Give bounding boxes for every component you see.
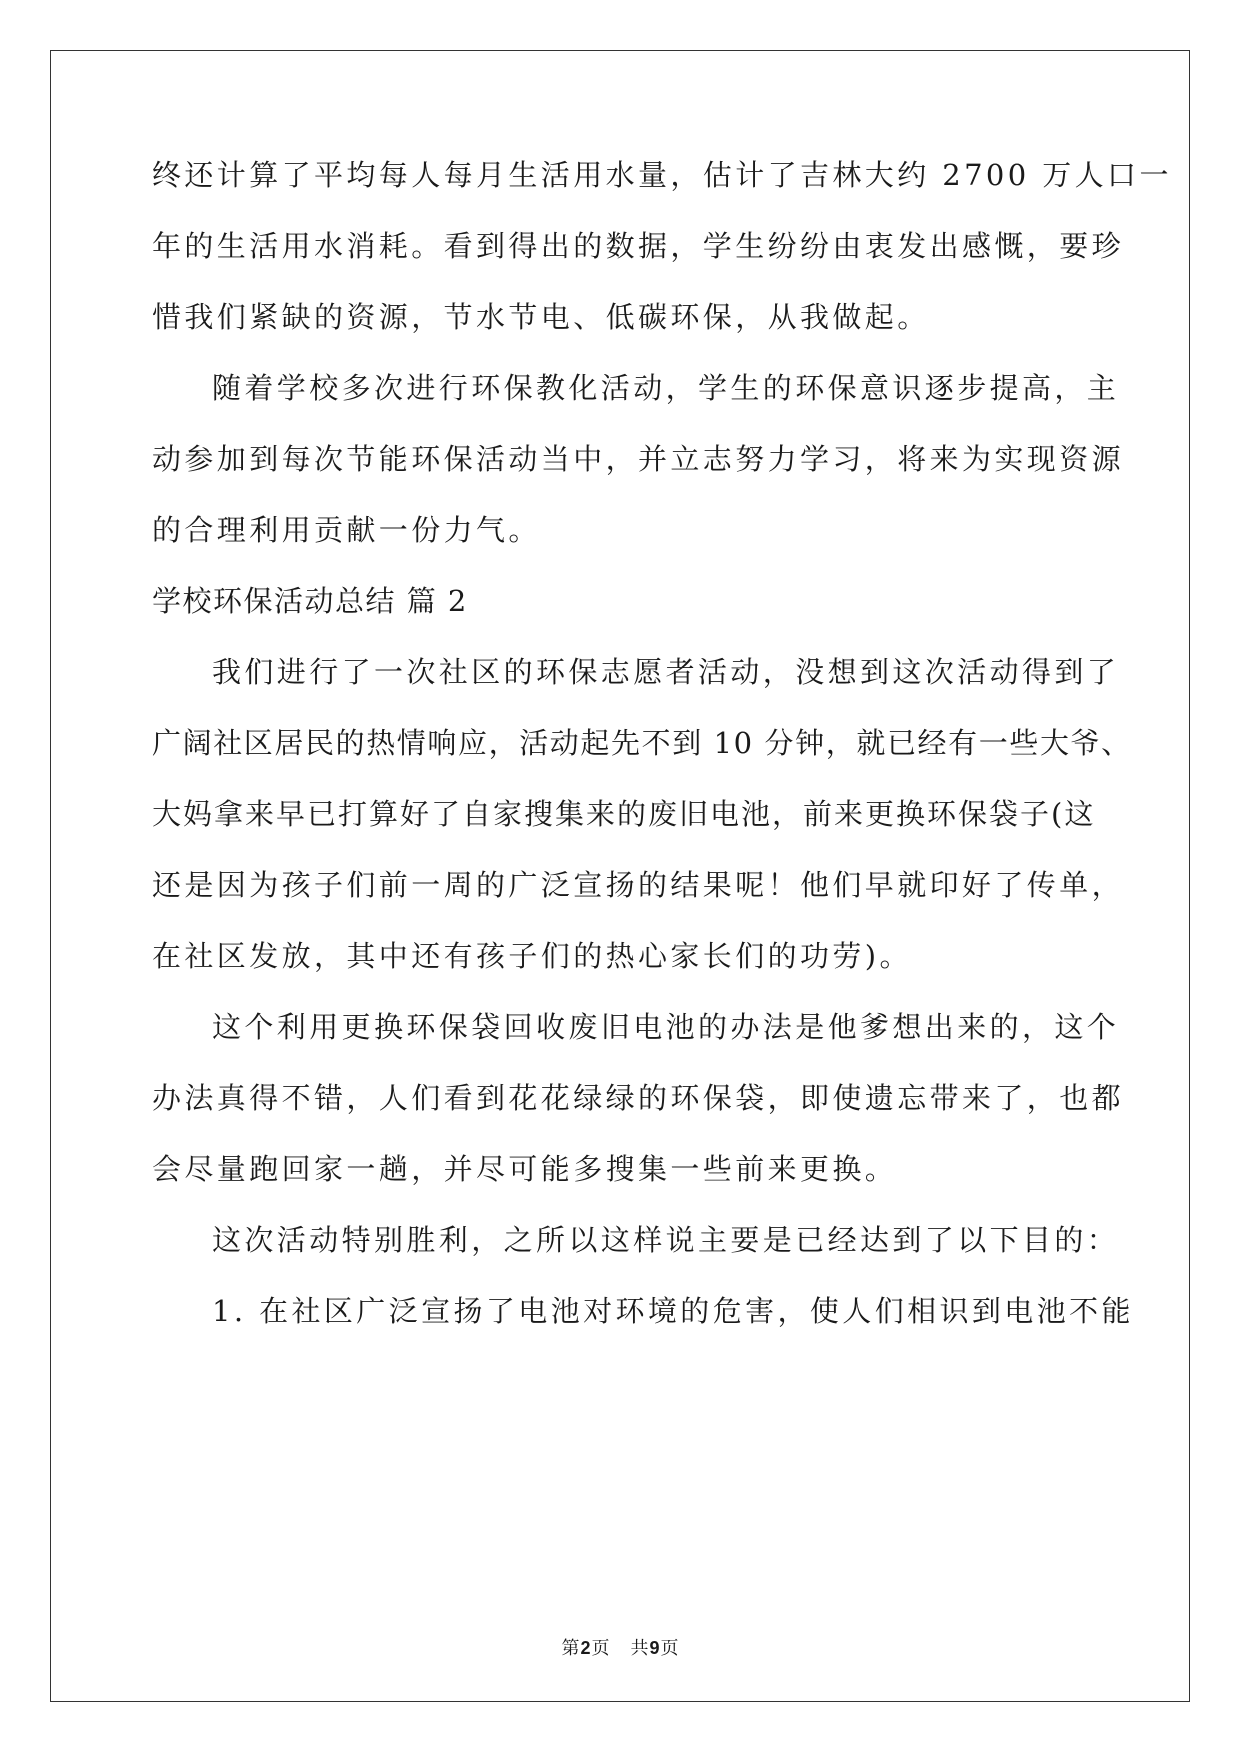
section-heading: 学校环保活动总结 篇 2 bbox=[152, 584, 468, 618]
text-line: 终还计算了平均每人每月生活用水量，估计了吉林大约 2700 万人口一 bbox=[152, 158, 1172, 192]
text-line: 惜我们紧缺的资源，节水节电、低碳环保，从我做起。 bbox=[152, 300, 930, 334]
total-page-number: 9 bbox=[649, 1638, 661, 1658]
paragraph-start-line: 这个利用更换环保袋回收废旧电池的办法是他爹想出来的，这个 bbox=[212, 1010, 1120, 1044]
text-line: 动参加到每次节能环保活动当中，并立志努力学习，将来为实现资源 bbox=[152, 442, 1125, 476]
text-line: 还是因为孩子们前一周的广泛宣扬的结果呢！他们早就印好了传单， bbox=[152, 868, 1125, 902]
total-prefix: 共 bbox=[630, 1638, 650, 1659]
page-footer bbox=[0, 1634, 1241, 1660]
paragraph-start-line: 我们进行了一次社区的环保志愿者活动，没想到这次活动得到了 bbox=[212, 655, 1120, 689]
page-unit: 页 bbox=[591, 1638, 611, 1659]
text-line: 大妈拿来早已打算好了自家搜集来的废旧电池，前来更换环保袋子(这 bbox=[152, 797, 1096, 831]
text-line: 年的生活用水消耗。看到得出的数据，学生纷纷由衷发出感慨，要珍 bbox=[152, 229, 1125, 263]
paragraph-start-line: 这次活动特别胜利，之所以这样说主要是已经达到了以下目的： bbox=[212, 1223, 1120, 1257]
page-prefix: 第 bbox=[561, 1638, 581, 1659]
text-line: 的合理利用贡献一份力气。 bbox=[152, 513, 541, 547]
current-page-number: 2 bbox=[580, 1638, 592, 1658]
paragraph-start-line: 随着学校多次进行环保教化活动，学生的环保意识逐步提高，主 bbox=[212, 371, 1120, 405]
text-line: 在社区发放，其中还有孩子们的热心家长们的功劳)。 bbox=[152, 939, 912, 973]
list-item-line: 1. 在社区广泛宣扬了电池对环境的危害，使人们相识到电池不能 bbox=[212, 1294, 1134, 1328]
text-line: 广阔社区居民的热情响应，活动起先不到 10 分钟，就已经有一些大爷、 bbox=[152, 726, 1132, 760]
text-line: 办法真得不错，人们看到花花绿绿的环保袋，即使遗忘带来了，也都 bbox=[152, 1081, 1125, 1115]
total-unit: 页 bbox=[660, 1638, 680, 1659]
text-line: 会尽量跑回家一趟，并尽可能多搜集一些前来更换。 bbox=[152, 1152, 898, 1186]
